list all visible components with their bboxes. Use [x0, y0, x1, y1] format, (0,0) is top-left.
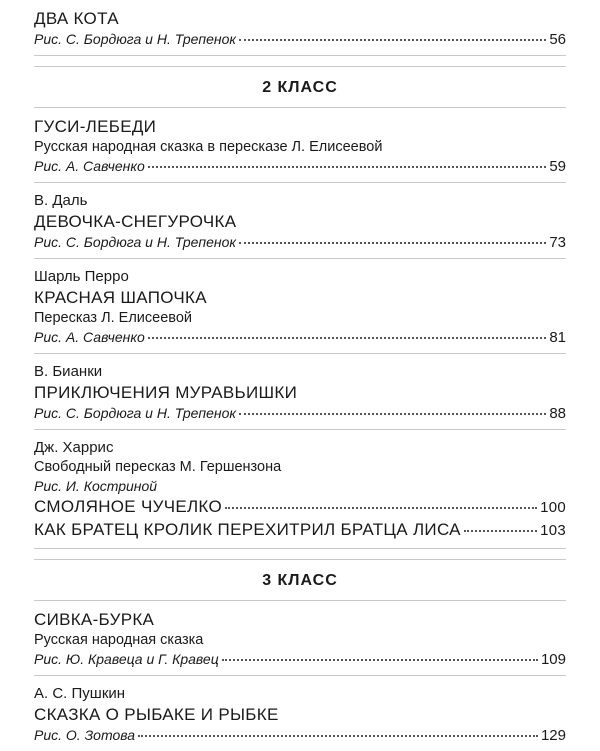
entry-author: В. Бианки: [34, 363, 103, 380]
dot-leader: [148, 337, 547, 339]
entry-item-row: [34, 519, 566, 542]
entry-illustrator: Рис. С. Бордюга и Н. Трепенок: [34, 405, 236, 421]
toc-entry-muravishka: [34, 354, 566, 430]
page-number: 56: [549, 31, 566, 48]
entry-author: А. С. Пушкин: [34, 685, 126, 702]
toc-entry-harris: [34, 430, 566, 549]
section-gap: [34, 549, 566, 560]
section-gap: [34, 56, 566, 67]
toc-entry-snegurochka: [34, 183, 566, 259]
page-number: 88: [549, 405, 566, 422]
entry-title: ПРИКЛЮЧЕНИЯ МУРАВЬИШКИ: [34, 383, 298, 402]
entry-illustrator: Рис. И. Костриной: [34, 478, 158, 494]
page-number: 129: [540, 727, 566, 744]
page-number: 103: [540, 522, 566, 539]
entry-author: В. Даль: [34, 192, 88, 209]
page-number: 81: [549, 329, 566, 346]
toc-entry-shapochka: [34, 259, 566, 354]
entry-illustrator: Рис. С. Бордюга и Н. Трепенок: [34, 234, 236, 250]
entry-illustrator: Рис. С. Бордюга и Н. Трепенок: [34, 31, 236, 47]
dot-leader: [225, 507, 537, 509]
entry-illustrator: Рис. Ю. Кравеца и Г. Кравец: [34, 651, 219, 667]
entry-subtitle: Русская народная сказка: [34, 632, 204, 648]
entry-title: ДЕВОЧКА-СНЕГУРОЧКА: [34, 212, 237, 231]
page-number: 109: [540, 651, 566, 668]
entry-title: КРАСНАЯ ШАПОЧКА: [34, 288, 207, 307]
dot-leader: [239, 242, 546, 244]
dot-leader: [138, 735, 538, 737]
dot-leader: [239, 413, 546, 415]
entry-title: ДВА КОТА: [34, 9, 119, 28]
entry-illustrator-row: [34, 233, 566, 252]
entry-title: СМОЛЯНОЕ ЧУЧЕЛКО: [34, 497, 222, 516]
toc-entry-gusi-lebedi: [34, 108, 566, 183]
entry-subtitle: Свободный пересказ М. Гершензона: [34, 459, 282, 475]
toc-entry-sivka-burka: [34, 601, 566, 676]
dot-leader: [239, 39, 546, 41]
entry-author: Шарль Перро: [34, 268, 129, 285]
toc-entry-dva-kota: [34, 6, 566, 56]
entry-item-row: [34, 496, 566, 519]
section-heading-2: 2 КЛАСС: [34, 67, 566, 108]
dot-leader: [148, 166, 547, 168]
entry-subtitle: Русская народная сказка в пересказе Л. Елисеевой: [34, 139, 383, 155]
entry-illustrator: Рис. А. Савченко: [34, 158, 145, 174]
entry-illustrator-row: [34, 328, 566, 347]
entry-title: КАК БРАТЕЦ КРОЛИК ПЕРЕХИТРИЛ БРАТЦА ЛИСА: [34, 520, 461, 539]
entry-illustrator-row: [34, 30, 566, 49]
dot-leader: [222, 659, 538, 661]
page-number: 73: [549, 234, 566, 251]
page-number: 59: [549, 158, 566, 175]
entry-title: СИВКА-БУРКА: [34, 610, 155, 629]
entry-illustrator-row: [34, 157, 566, 176]
dot-leader: [464, 530, 537, 532]
entry-illustrator-row: [34, 726, 566, 745]
entry-title: ГУСИ-ЛЕБЕДИ: [34, 117, 157, 136]
entry-illustrator-row: [34, 650, 566, 669]
entry-illustrator-row: [34, 404, 566, 423]
page-number: 100: [540, 499, 566, 516]
section-heading-3: 3 КЛАСС: [34, 560, 566, 601]
entry-author: Дж. Харрис: [34, 439, 114, 456]
entry-illustrator: Рис. А. Савченко: [34, 329, 145, 345]
toc-entry-rybak: [34, 676, 566, 751]
entry-illustrator: Рис. О. Зотова: [34, 727, 136, 743]
entry-subtitle: Пересказ Л. Елисеевой: [34, 310, 192, 326]
entry-title: СКАЗКА О РЫБАКЕ И РЫБКЕ: [34, 705, 279, 724]
